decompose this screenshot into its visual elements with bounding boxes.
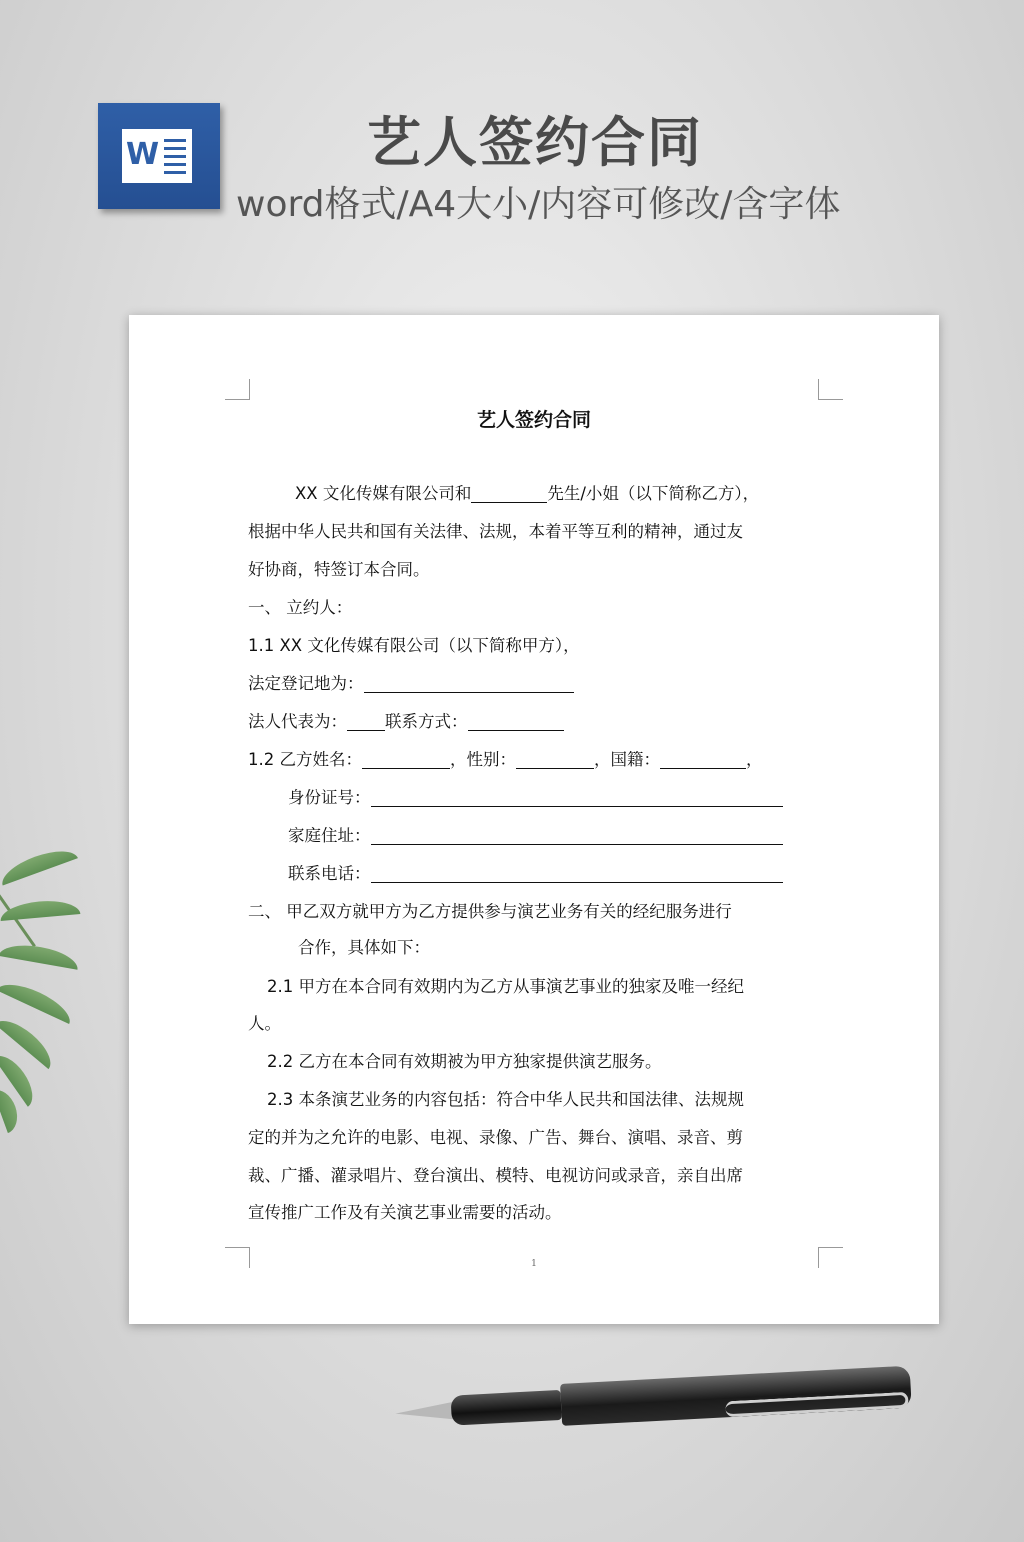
section-2-heading: 二、 甲乙双方就甲方为乙方提供参与演艺业务有关的经纪服务进行 bbox=[248, 902, 732, 921]
text-line-icon bbox=[164, 171, 186, 174]
page-title: 艺人签约合同 bbox=[367, 111, 703, 174]
document-title: 艺人签约合同 bbox=[476, 409, 591, 431]
field-label: ，国籍： bbox=[594, 750, 660, 769]
text-line-icon bbox=[164, 147, 186, 150]
text-line-icon bbox=[164, 155, 186, 158]
field-label: ，性别： bbox=[450, 750, 516, 769]
leaf-icon bbox=[0, 976, 76, 1024]
blank-field bbox=[362, 748, 450, 769]
registration-line bbox=[248, 665, 823, 703]
blank-field bbox=[660, 748, 746, 769]
leaf-icon bbox=[0, 940, 80, 970]
intro-text: 先生/小姐（以下简称乙方）， bbox=[547, 484, 760, 503]
clause-1-2 bbox=[248, 741, 823, 779]
blank-field bbox=[371, 862, 783, 883]
field-label: ， bbox=[746, 750, 763, 769]
field-label: 法定登记地为： bbox=[248, 674, 364, 693]
clause-2-3: 2.3 本条演艺业务的内容包括：符合中华人民共和国法律、法规规 bbox=[267, 1090, 744, 1109]
text-line-icon bbox=[164, 163, 186, 166]
crop-mark bbox=[818, 379, 843, 400]
clause-1-1: 1.1 XX 文化传媒有限公司（以下简称甲方）， bbox=[248, 636, 580, 655]
clause-2-3-cont: 定的并为之允许的电影、电视、录像、广告、舞台、演唱、录音、剪 bbox=[248, 1128, 743, 1147]
blank-field bbox=[468, 710, 564, 731]
document-sheet-icon bbox=[122, 129, 192, 183]
field-label: 法人代表为： bbox=[248, 712, 347, 731]
intro-line-3: 好协商，特签订本合同。 bbox=[248, 560, 430, 579]
clause-2-3-cont: 宣传推广工作及有关演艺事业需要的活动。 bbox=[248, 1203, 562, 1222]
leaf-icon bbox=[0, 843, 78, 885]
blank-field bbox=[516, 748, 594, 769]
address-line bbox=[288, 817, 863, 855]
intro-line-1 bbox=[295, 475, 870, 513]
page-subtitle: word格式/A4大小/内容可修改/含字体 bbox=[236, 184, 841, 225]
id-number-line bbox=[288, 779, 863, 817]
pen-decoration bbox=[394, 1361, 916, 1438]
field-label: 1.2 乙方姓名： bbox=[248, 750, 362, 769]
word-letter: W bbox=[126, 137, 160, 172]
blank-field bbox=[364, 672, 574, 693]
clause-2-1-cont: 人。 bbox=[248, 1014, 281, 1033]
page-number: 1 bbox=[531, 1259, 537, 1269]
intro-text: XX 文化传媒有限公司和 bbox=[295, 484, 472, 503]
field-label: 联系电话： bbox=[288, 864, 371, 883]
pen-nib bbox=[395, 1401, 456, 1422]
phone-line bbox=[288, 855, 863, 893]
crop-mark bbox=[225, 379, 250, 400]
pen-grip bbox=[450, 1390, 561, 1426]
blank-field bbox=[471, 482, 547, 503]
blank-field bbox=[371, 824, 783, 845]
field-label: 家庭住址： bbox=[288, 826, 371, 845]
representative-line bbox=[248, 703, 823, 741]
word-app-icon bbox=[98, 103, 220, 209]
field-label: 联系方式： bbox=[385, 712, 468, 731]
document-page bbox=[129, 315, 939, 1324]
intro-line-2: 根据中华人民共和国有关法律、法规，本着平等互利的精神，通过友 bbox=[248, 522, 743, 541]
clause-2-2: 2.2 乙方在本合同有效期被为甲方独家提供演艺服务。 bbox=[267, 1052, 662, 1071]
leaf-icon bbox=[0, 898, 80, 921]
text-line-icon bbox=[164, 139, 186, 142]
blank-field bbox=[371, 786, 783, 807]
blank-field bbox=[347, 710, 385, 731]
section-2-heading-cont: 合作，具体如下： bbox=[298, 938, 430, 957]
section-1-heading: 一、 立约人： bbox=[248, 598, 353, 617]
field-label: 身份证号： bbox=[288, 788, 371, 807]
clause-2-1: 2.1 甲方在本合同有效期内为乙方从事演艺事业的独家及唯一经纪 bbox=[267, 977, 744, 996]
clause-2-3-cont: 裁、广播、灌录唱片、登台演出、模特、电视访问或录音，亲自出席 bbox=[248, 1166, 743, 1185]
